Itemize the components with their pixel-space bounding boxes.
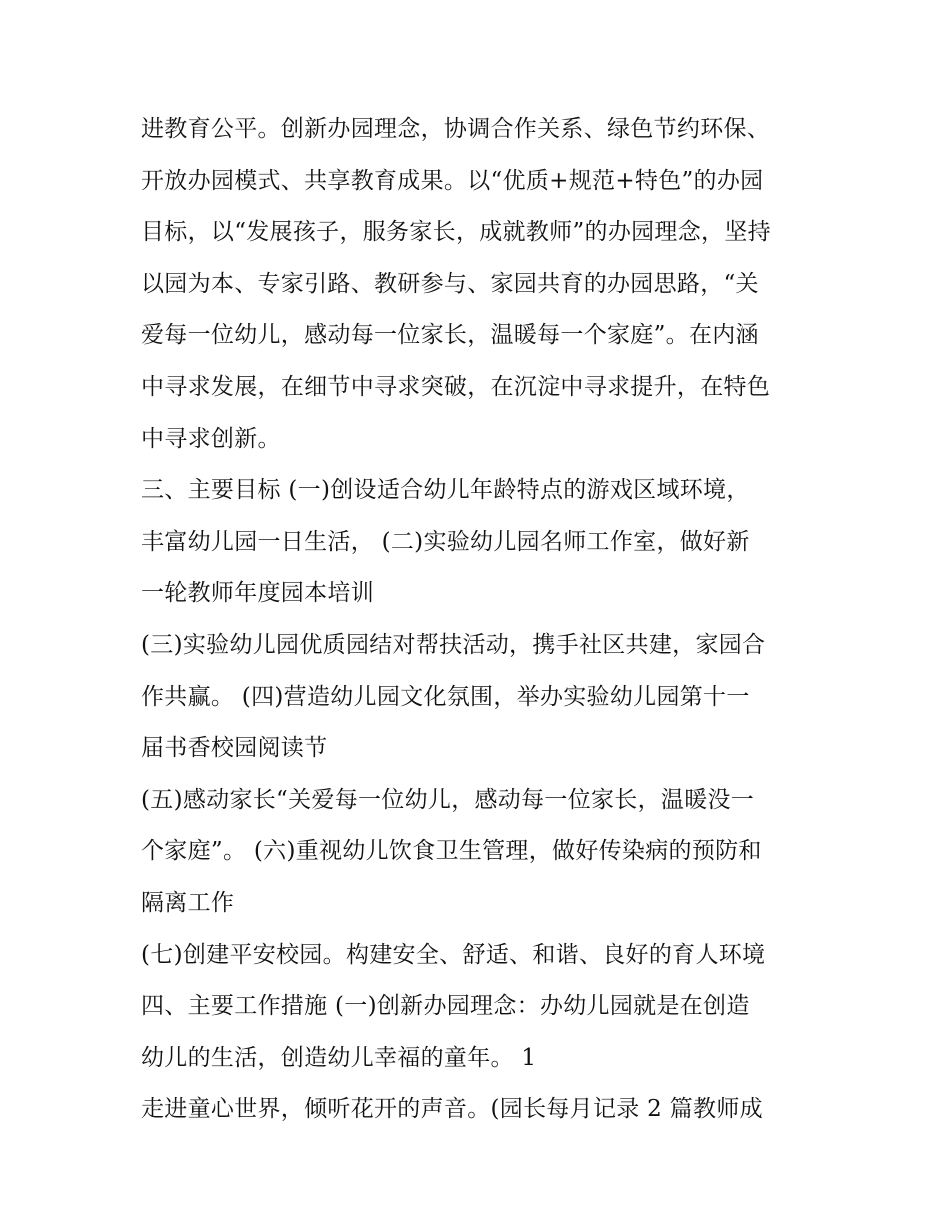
text-line: 爱每一位幼儿，感动每一位家长，温暖每一个家庭”。在内涵 (141, 322, 759, 349)
text-line: (七)创建平安校园。构建安全、舒适、和谐、良好的育人环境 (141, 941, 766, 968)
text-line: 一轮教师年度园本培训 (141, 580, 374, 607)
text-line: 中寻求创新。 (141, 425, 281, 452)
section-heading-line: 三、主要目标 (一)创设适合幼儿年龄特点的游戏区域环境， (141, 477, 750, 504)
text-line: 作共赢。 (四)营造幼儿园文化氛围，举办实验幼儿园第十一 (141, 683, 750, 710)
text-line: 走进童心世界，倾听花开的声音。(园长每月记录 2 篇教师成 (141, 1096, 763, 1123)
text-line: 以园为本、专家引路、教研参与、家园共育的办园思路，“关 (141, 270, 759, 297)
text-line: 个家庭”。 (六)重视幼儿饮食卫生管理，做好传染病的预防和 (141, 838, 762, 865)
text-line: 开放办园模式、共享教育成果。以“优质+规范+特色”的办园 (141, 167, 764, 194)
text-line: 目标，以“发展孩子，服务家长，成就教师”的办园理念，坚持 (141, 219, 771, 246)
text-line: 幼儿的生活，创造幼儿幸福的童年。 1 (141, 1044, 537, 1071)
text-line: 隔离工作 (141, 889, 235, 916)
text-line: 进教育公平。创新办园理念，协调合作关系、绿色节约环保、 (141, 116, 771, 142)
text-line: (三)实验幼儿园优质园结对帮扶活动，携手社区共建，家园合 (141, 631, 766, 658)
section-heading-line: 四、主要工作措施 (一)创新办园理念：办幼儿园就是在创造 (141, 993, 750, 1020)
text-line: 丰富幼儿园一日生活， (二)实验幼儿园名师工作室，做好新 (141, 528, 750, 555)
text-line: (五)感动家长“关爱每一位幼儿，感动每一位家长，温暖没一 (141, 786, 755, 813)
text-line: 中寻求发展，在细节中寻求突破，在沉淀中寻求提升，在特色 (141, 373, 771, 400)
text-line: 届书香校园阅读节 (141, 735, 328, 762)
body-text (141, 104, 821, 1136)
